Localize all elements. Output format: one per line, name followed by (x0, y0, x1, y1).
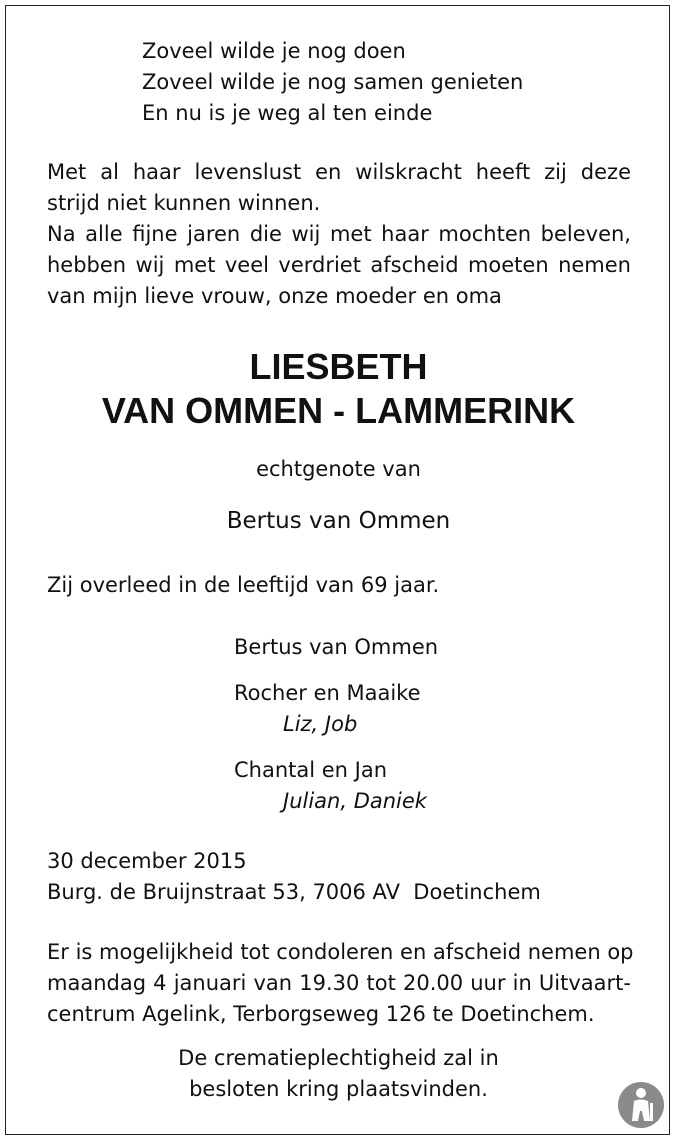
spouse-name: Bertus van Ommen (226, 508, 451, 534)
poem-line-3: En nu is je weg al ten einde (142, 101, 433, 125)
address: Burg. de Bruijnstraat 53, 7006 AV Doetinchem (47, 880, 541, 904)
family-grandchildren-2: Julian, Daniek (283, 789, 427, 813)
relation-label: echtgenote van (256, 457, 421, 481)
intro-line-2: strijd niet kunnen winnen. (47, 191, 321, 215)
family-child-2: Chantal en Jan (234, 758, 388, 782)
intro-line-3: Na alle fijne jaren die wij met haar mochten beleven, (47, 222, 631, 246)
date: 30 december 2015 (47, 849, 247, 873)
ceremony-line-2: besloten kring plaatsvinden. (189, 1077, 488, 1101)
poem-line-1: Zoveel wilde je nog doen (142, 39, 406, 63)
intro-line-4: hebben wij met veel verdriet afscheid moeten nemen (47, 253, 631, 277)
family-grandchildren-1: Liz, Job (283, 712, 358, 736)
condolence-line-1: Er is mogelijkheid tot condoleren en afscheid nemen op (47, 940, 634, 964)
age-text: Zij overleed in de leeftijd van 69 jaar. (47, 573, 440, 597)
deceased-first-name: LIESBETH (249, 346, 428, 387)
intro-text (47, 157, 631, 312)
ceremony-line-1: De crematieplechtigheid zal in (178, 1046, 499, 1070)
poem-line-2: Zoveel wilde je nog samen genieten (142, 70, 524, 94)
ceremony-text (0, 1043, 677, 1105)
memorial-logo-icon (617, 1081, 665, 1129)
condolence-line-3: centrum Agelink, Terborgseweg 126 te Doetinchem. (47, 1002, 595, 1026)
family-child-1: Rocher en Maaike (234, 681, 421, 705)
deceased-full-name: VAN OMMEN - LAMMERINK (101, 390, 576, 431)
intro-line-1: Met al haar levenslust en wilskracht heeft zij deze (47, 160, 631, 184)
condolence-text (47, 937, 634, 1030)
condolence-line-2: maandag 4 januari van 19.30 tot 20.00 uur in Uitvaart- (47, 971, 631, 995)
poem (142, 36, 523, 129)
family-spouse: Bertus van Ommen (234, 635, 439, 659)
intro-line-5: van mijn lieve vrouw, onze moeder en oma (47, 284, 502, 308)
